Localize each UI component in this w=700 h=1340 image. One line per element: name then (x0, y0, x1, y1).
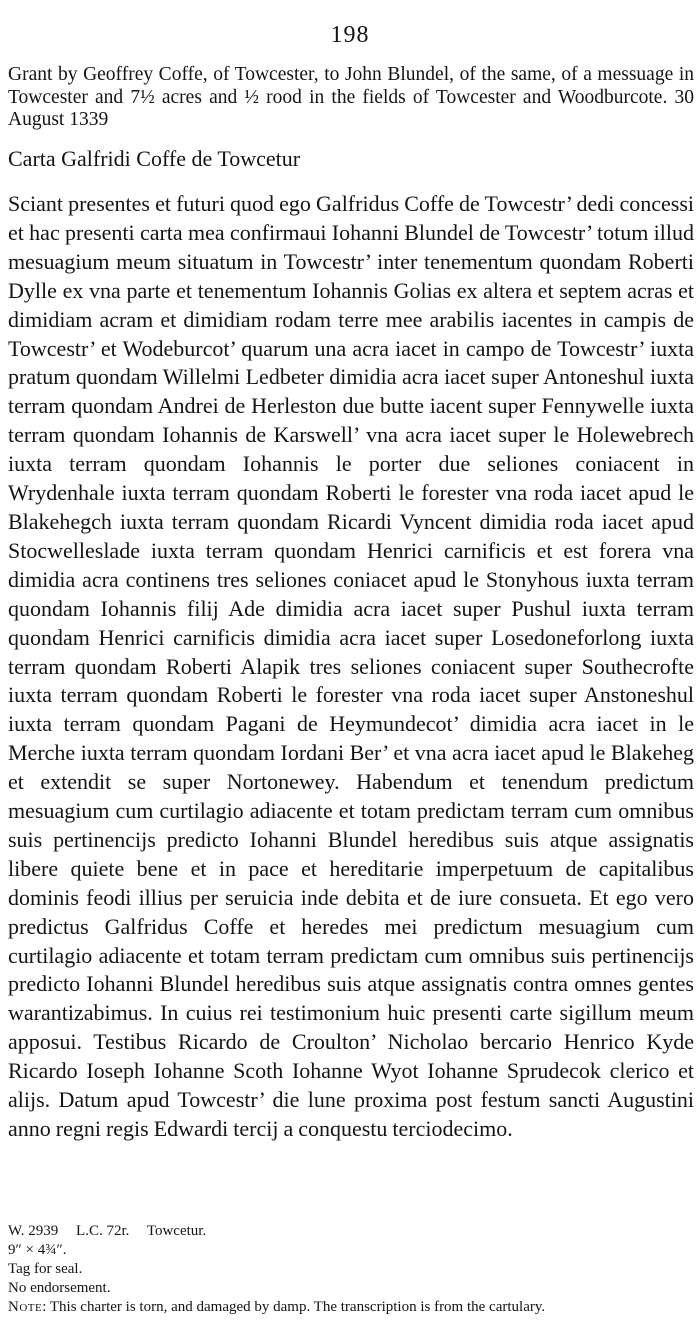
page-number: 198 (330, 22, 370, 48)
charter-body-text: Sciant presentes et futuri quod ego Galfridus Coffe de Towcestr’ dedi concessi et hac presenti carta mea confirmaui Iohanni Blundel de Towcestr’ totum illud mesuagium meum situatum in Towcestr’ inter tenementum quondam Roberti Dylle ex vna parte et tenementum Iohannis Golias ex altera et septem acras et dimidiam acram et dimidiam rodam terre mee arabilis iacentes in campis de Towcestr’ et Wodeburcot’ quarum una acra iacet in campo de Towcestr’ iuxta pratum quondam Willelmi Ledbeter dimidia acra iacet super Antoneshul iuxta terram quondam Andrei de Herleston due butte iacent super Fennywelle iuxta terram quondam Iohannis de Karswell’ vna acra iacet super le Holewebrech iuxta terram quondam Iohannis le porter due seliones coniacent in Wrydenhale iuxta terram quondam Roberti le forester vna roda iacet apud le Blakehegch iuxta terram quondam Ricardi Vyncent dimidia roda iacet apud Stocwelleslade iuxta terram quondam Henrici carnificis et est forera vna dimidia acra continens tres seliones coniacet apud le Stonyhous iuxta terram quondam Iohannis filij Ade dimidia acra iacet super Pushul iuxta terram quondam Henrici carnificis dimidia acra iacet super Losedoneforlong iuxta terram quondam Roberti Alapik tres seliones coniacent super Southecrofte iuxta terram quondam Roberti le forester vna roda iacet super Anstoneshul iuxta terram quondam Pagani de Heymundecot’ dimidia acra iacet in le Merche iuxta terram quondam Iordani Ber’ et vna acra iacet apud le Blakeheg et extendit se super Nortonewey. Habendum et tenendum predictum mesuagium cum curtilagio adiacente et totam predictam terram cum omnibus suis pertinencijs predicto Iohanni Blundel heredibus suis atque assignatis libere quiete bene et in pace et hereditarie imperpetuum de capitalibus dominis feodi illius per seruicia inde debita et de iure consueta. Et ego vero predictus Galfridus Coffe et heredes mei predictum mesuagium cum curtilagio adiacente et totam terram predictam cum omnibus suis pertinencijs predicto Iohanni Blundel heredibus suis atque assignatis contra omnes gentes warantizabimus. In cuius rei testimonium huic presenti carte sigillum meum apposui. Testibus Ricardo de Croulton’ Nicholao bercario Henrico Kyde Ricardo Ioseph Iohanne Scoth Iohanne Wyot Iohanne Sprudecok clerico et alijs. Datum apud Towcestr’ die lune proxima post festum sancti Augustini anno regni regis Edwardi tercij a conquestu terciodecimo. (8, 191, 694, 1141)
place-name: Towcetur. (146, 1223, 207, 1239)
archive-reference: W. 2939 (8, 1223, 59, 1239)
document-heading: Grant by Geoffrey Coffe, of Towcester, to John Blundel, of the same, of a messuage in Towcester and 7½ acres and ½ rood in the fields of Towcester and Woodburcote. 30 August 1339 (8, 64, 694, 130)
document-size: 9″ × 4¾″. (8, 1242, 67, 1258)
seal-note: Tag for seal. (8, 1261, 83, 1277)
note-label: Note (8, 1299, 43, 1315)
condition-note (8, 1298, 698, 1317)
charter-subtitle: Carta Galfridi Coffe de Towcetur (8, 146, 301, 171)
archival-notes (8, 1222, 698, 1317)
archive-reference-line (8, 1222, 698, 1241)
cartulary-folio: L.C. 72r. (76, 1223, 130, 1239)
note-text: : This charter is torn, and damaged by damp. The transcription is from the cartulary. (42, 1299, 546, 1315)
endorsement-note: No endorsement. (8, 1280, 111, 1296)
